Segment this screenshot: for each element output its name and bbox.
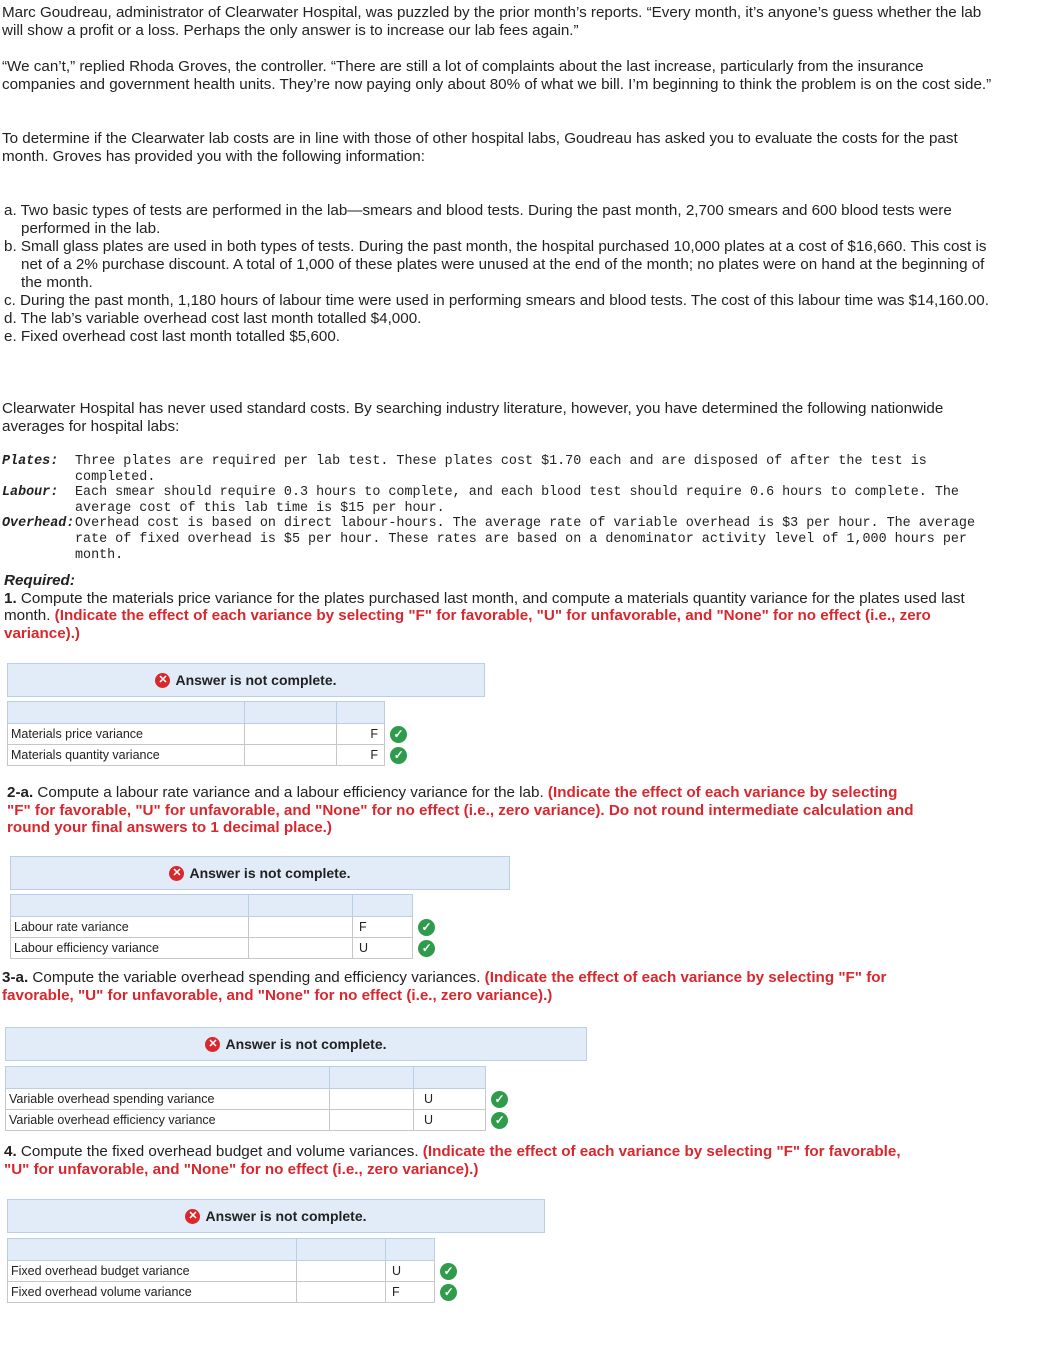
effect-select[interactable]: U xyxy=(386,1261,435,1282)
question-text: Compute a labour rate variance and a labour efficiency variance for the lab. xyxy=(37,784,544,801)
question-1 xyxy=(4,590,1004,643)
fact-a: a. Two basic types of tests are performed in the lab—smears and blood tests. During the past month, 2,700 smears and 600 blood tests were performed in the lab. xyxy=(4,202,952,237)
answer-table-3a xyxy=(5,1066,514,1131)
standard-text: Overhead cost is based on direct labour-hours. The average rate of variable overhead is $3 per hour. The average rate of fixed overhead is $5 per hour. These rates are based on a denominator activity level of 1,000 hours per month. xyxy=(75,516,975,563)
banner-text: Answer is not complete. xyxy=(205,1208,367,1224)
facts-list xyxy=(4,202,994,346)
x-circle-icon: ✕ xyxy=(169,866,184,881)
table-row xyxy=(8,1282,463,1303)
answer-input[interactable] xyxy=(245,724,337,745)
question-note: (Indicate the effect of each variance by selecting "F" for favorable, "U" for unfavorable, and "None" for no effect (i.e., zero variance).) xyxy=(4,607,931,642)
check-circle-icon: ✓ xyxy=(418,940,435,957)
row-label: Materials quantity variance xyxy=(8,745,245,766)
x-circle-icon: ✕ xyxy=(185,1209,200,1224)
check-circle-icon: ✓ xyxy=(491,1112,508,1129)
x-circle-icon: ✕ xyxy=(205,1037,220,1052)
standard-plates xyxy=(2,454,1002,485)
banner-text: Answer is not complete. xyxy=(189,865,351,881)
answer-input[interactable] xyxy=(297,1282,386,1303)
fact-c: c. During the past month, 1,180 hours of labour time were used in performing smears and blood tests. The cost of this labour time was $14,160.00. xyxy=(4,292,989,309)
question-note: (Indicate the effect of each variance by selecting "F" for favorable, "U" for unfavorable, and "None" for no effect (i.e., zero variance). Do not round intermediate calculation and round your final answers to 1 decimal place.) xyxy=(7,784,914,836)
question-number: 4. xyxy=(4,1143,17,1160)
check-circle-icon: ✓ xyxy=(491,1091,508,1108)
fact-d: d. The lab’s variable overhead cost last month totalled $4,000. xyxy=(4,310,422,327)
effect-select[interactable]: U xyxy=(414,1089,486,1110)
required-label: Required: xyxy=(4,572,75,589)
row-label: Labour efficiency variance xyxy=(11,938,249,959)
x-circle-icon: ✕ xyxy=(155,673,170,688)
row-label: Materials price variance xyxy=(8,724,245,745)
check-circle-icon: ✓ xyxy=(390,747,407,764)
question-4 xyxy=(4,1143,924,1178)
intro-paragraph-1: Marc Goudreau, administrator of Clearwater Hospital, was puzzled by the prior month’s reports. “Every month, it’s anyone’s guess whether the lab will show a profit or a loss. Perhaps the only answer is to increase our lab fees again.” xyxy=(2,4,982,39)
answer-status-banner xyxy=(7,1199,545,1233)
answer-status-banner xyxy=(5,1027,587,1061)
intro-paragraph-3: To determine if the Clearwater lab costs are in line with those of other hospital labs, Goudreau has asked you to evaluate the costs for the past month. Groves has provided you with the following information: xyxy=(2,130,958,165)
effect-select[interactable]: F xyxy=(386,1282,435,1303)
answer-table-4 xyxy=(7,1238,463,1303)
check-circle-icon: ✓ xyxy=(440,1263,457,1280)
standard-text: Three plates are required per lab test. These plates cost $1.70 each and are disposed of after the test is completed. xyxy=(75,454,927,485)
answer-input[interactable] xyxy=(245,745,337,766)
table-row xyxy=(8,724,413,745)
answer-input[interactable] xyxy=(330,1089,414,1110)
effect-select[interactable]: U xyxy=(414,1110,486,1131)
answer-input[interactable] xyxy=(249,938,353,959)
question-number: 3-a. xyxy=(2,969,29,986)
banner-text: Answer is not complete. xyxy=(175,672,337,688)
question-note: (Indicate the effect of each variance by selecting "F" for favorable, "U" for unfavorable, and "None" for no effect (i.e., zero variance).) xyxy=(4,1143,901,1178)
table-row xyxy=(6,1089,514,1110)
question-number: 1. xyxy=(4,589,17,607)
standards-block xyxy=(2,454,1002,563)
standard-label: Plates: xyxy=(2,454,59,469)
effect-select[interactable]: F xyxy=(353,917,413,938)
effect-select[interactable]: F xyxy=(337,745,385,766)
answer-table-1 xyxy=(7,701,413,766)
question-note: (Indicate the effect of each variance by selecting "F" for favorable, "U" for unfavorable, and "None" for no effect (i.e., zero variance).) xyxy=(2,969,887,1004)
check-circle-icon: ✓ xyxy=(418,919,435,936)
standard-label: Labour: xyxy=(2,485,59,501)
row-label: Fixed overhead budget variance xyxy=(8,1261,297,1282)
answer-input[interactable] xyxy=(249,917,353,938)
row-label: Variable overhead efficiency variance xyxy=(6,1110,330,1131)
answer-input[interactable] xyxy=(330,1110,414,1131)
row-label: Labour rate variance xyxy=(11,917,249,938)
row-label: Variable overhead spending variance xyxy=(6,1089,330,1110)
effect-select[interactable]: F xyxy=(337,724,385,745)
standard-labour xyxy=(2,485,1002,516)
fact-e: e. Fixed overhead cost last month totalled $5,600. xyxy=(4,328,341,345)
fact-b: b. Small glass plates are used in both types of tests. During the past month, the hospital purchased 10,000 plates at a cost of $16,660. This cost is net of a 2% purchase discount. A total of 1,000 of these plates were unused at the end of the month; no plates were on hand at the beginning of the month. xyxy=(4,238,987,291)
effect-select[interactable]: U xyxy=(353,938,413,959)
table-row xyxy=(8,1261,463,1282)
row-label: Fixed overhead volume variance xyxy=(8,1282,297,1303)
answer-status-banner xyxy=(7,663,485,697)
table-row xyxy=(8,745,413,766)
question-text: Compute the variable overhead spending and efficiency variances. xyxy=(32,969,481,986)
answer-status-banner xyxy=(10,856,510,890)
table-row xyxy=(11,917,441,938)
standard-label: Overhead: xyxy=(2,516,75,532)
standards-intro: Clearwater Hospital has never used standard costs. By searching industry literature, however, you have determined the following nationwide averages for hospital labs: xyxy=(2,400,944,435)
standard-text: Each smear should require 0.3 hours to complete, and each blood test should require 0.6 hours to complete. The average cost of this lab time is $15 per hour. xyxy=(75,485,959,516)
question-text: Compute the materials price variance for the plates purchased last month, and compute a materials quantity variance for the plates used last month. xyxy=(4,589,965,624)
question-text: Compute the fixed overhead budget and volume variances. xyxy=(20,1143,419,1160)
question-2a xyxy=(7,784,917,837)
question-number: 2-a. xyxy=(7,784,34,801)
required-section xyxy=(4,572,1004,642)
answer-input[interactable] xyxy=(297,1261,386,1282)
check-circle-icon: ✓ xyxy=(440,1284,457,1301)
table-row xyxy=(11,938,441,959)
question-3a xyxy=(2,969,922,1004)
check-circle-icon: ✓ xyxy=(390,726,407,743)
answer-table-2a xyxy=(10,894,441,959)
intro-paragraph-2: “We can’t,” replied Rhoda Groves, the controller. “There are still a lot of complaints about the last increase, particularly from the insurance companies and government health units. They’re now paying only about 80% of what we bill. I’m beginning to think the problem is on the cost side.” xyxy=(2,58,992,93)
table-row xyxy=(6,1110,514,1131)
standard-overhead xyxy=(2,516,1002,563)
banner-text: Answer is not complete. xyxy=(225,1036,387,1052)
